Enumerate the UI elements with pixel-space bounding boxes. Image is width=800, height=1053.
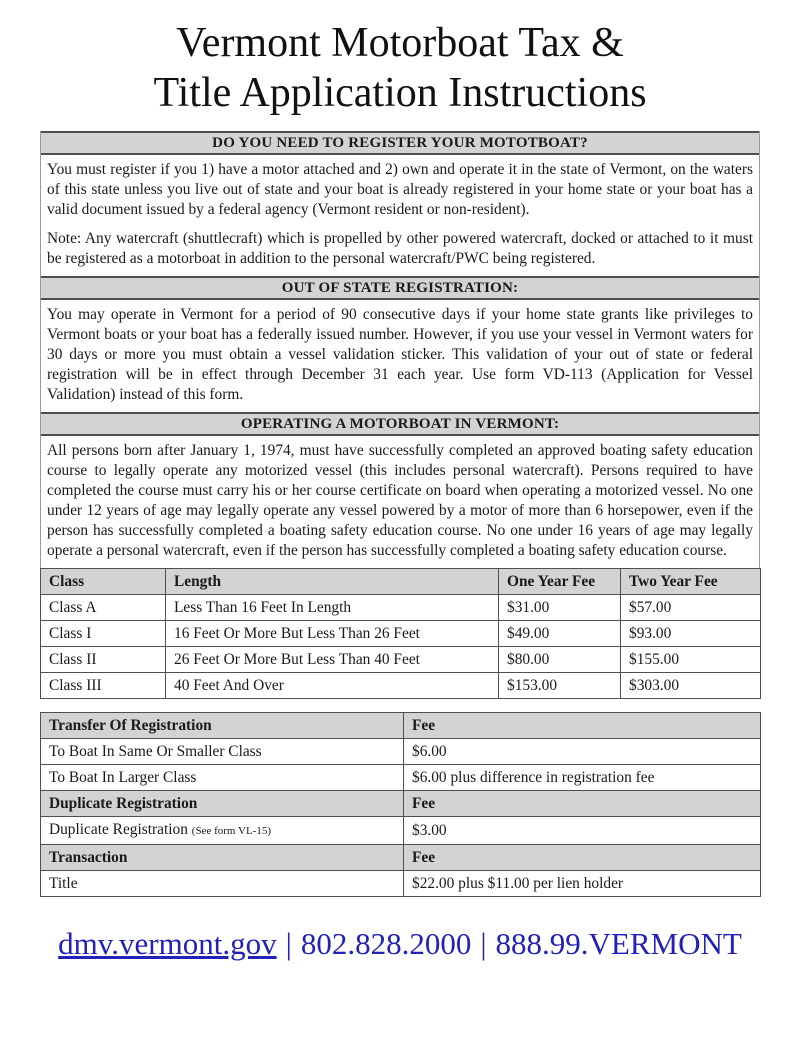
footer-separator: | bbox=[285, 926, 292, 961]
fee-cell-two-year: $155.00 bbox=[621, 646, 761, 672]
section-header-register: DO YOU NEED TO REGISTER YOUR MOTOTBOAT? bbox=[41, 131, 759, 155]
paragraph-operating: All persons born after January 1, 1974, must have successfully completed an approved boating safety education course to legally operate any motorized vessel (this includes personal watercraft). Persons required to have completed the course must carry his or her course certificate on board when operating a motorized vessel. No one under 12 years of age may legally operate any vessel powered by a motor of more than 6 horsepower, even if the person has successfully completed a boating safety education course. No one under 16 years of age may legally operate a personal watercraft, even if the person has successfully completed a boating safety education course. bbox=[47, 441, 753, 559]
section-body-register bbox=[41, 155, 759, 276]
txn-header-fee: Fee bbox=[404, 790, 761, 816]
txn-header-fee: Fee bbox=[404, 844, 761, 870]
transaction-fee-table bbox=[40, 712, 761, 897]
footer-contact-line bbox=[0, 926, 800, 962]
txn-header-fee: Fee bbox=[404, 712, 761, 738]
section-body-operating bbox=[41, 436, 759, 568]
table-row bbox=[41, 764, 761, 790]
dmv-website-link[interactable]: dmv.vermont.gov bbox=[58, 926, 277, 961]
txn-cell-label-text: Duplicate Registration bbox=[49, 820, 188, 838]
fee-cell-length: 26 Feet Or More But Less Than 40 Feet bbox=[166, 646, 499, 672]
paragraph-out-of-state: You may operate in Vermont for a period of 90 consecutive days if your home state grants like privileges to Vermont boats or your boat has a federally issued number. However, if you use your vessel in Vermont waters for 30 days or more you must obtain a vessel validation sticker. This validation of your out of state or federal registration will be in effect through December 31 each year. Use form VD-113 (Application for Vessel Validation) instead of this form. bbox=[47, 305, 753, 403]
txn-cell-label: Title bbox=[41, 870, 404, 896]
fee-header-class: Class bbox=[41, 568, 166, 594]
txn-header-label: Duplicate Registration bbox=[41, 790, 404, 816]
page-title-line2: Title Application Instructions bbox=[153, 70, 647, 117]
page-title-line1: Vermont Motorboat Tax & bbox=[176, 20, 624, 66]
table-row bbox=[41, 738, 761, 764]
fee-header-one-year: One Year Fee bbox=[499, 568, 621, 594]
fee-header-length: Length bbox=[166, 568, 499, 594]
table-row bbox=[41, 672, 761, 698]
table-row bbox=[41, 790, 761, 816]
fee-cell-class: Class A bbox=[41, 594, 166, 620]
instructions-box bbox=[40, 131, 760, 568]
document-content bbox=[40, 131, 760, 897]
paragraph-register-requirements: You must register if you 1) have a motor attached and 2) own and operate it in the state of Vermont, on the waters of this state unless you live out of state and your boat is already registered in your home state or your boat has a valid document issued by a federal agency (Vermont resident or non-resident). bbox=[47, 160, 753, 218]
fee-cell-length: 16 Feet Or More But Less Than 26 Feet bbox=[166, 620, 499, 646]
txn-cell-fee: $6.00 plus difference in registration fee bbox=[404, 764, 761, 790]
txn-cell-label: To Boat In Larger Class bbox=[41, 764, 404, 790]
txn-cell-label bbox=[41, 816, 404, 844]
table-row bbox=[41, 816, 761, 844]
fee-cell-two-year: $303.00 bbox=[621, 672, 761, 698]
fee-cell-one-year: $80.00 bbox=[499, 646, 621, 672]
footer-tollfree: 888.99.VERMONT bbox=[495, 926, 742, 961]
section-header-out-of-state: OUT OF STATE REGISTRATION: bbox=[41, 276, 759, 300]
fee-cell-length: 40 Feet And Over bbox=[166, 672, 499, 698]
txn-cell-label-note: (See form VL-15) bbox=[191, 824, 271, 837]
txn-cell-fee: $6.00 bbox=[404, 738, 761, 764]
txn-header-label: Transfer Of Registration bbox=[41, 712, 404, 738]
txn-header-label: Transaction bbox=[41, 844, 404, 870]
table-row bbox=[41, 870, 761, 896]
table-row bbox=[41, 594, 761, 620]
section-body-out-of-state bbox=[41, 300, 759, 412]
fee-cell-class: Class III bbox=[41, 672, 166, 698]
footer-phone: 802.828.2000 bbox=[300, 926, 472, 961]
section-header-operating: OPERATING A MOTORBOAT IN VERMONT: bbox=[41, 412, 759, 436]
fee-cell-class: Class II bbox=[41, 646, 166, 672]
fee-table-header-row bbox=[41, 568, 761, 594]
fee-cell-class: Class I bbox=[41, 620, 166, 646]
txn-cell-label: To Boat In Same Or Smaller Class bbox=[41, 738, 404, 764]
paragraph-shuttlecraft-note: Note: Any watercraft (shuttlecraft) which is propelled by other powered watercraft, docked or attached to it must be registered as a motorboat in addition to the personal watercraft/PWC being registered. bbox=[47, 229, 753, 267]
table-row bbox=[41, 646, 761, 672]
fee-cell-one-year: $49.00 bbox=[499, 620, 621, 646]
page-title bbox=[30, 18, 770, 119]
fee-cell-one-year: $153.00 bbox=[499, 672, 621, 698]
fee-cell-two-year: $93.00 bbox=[621, 620, 761, 646]
fee-cell-length: Less Than 16 Feet In Length bbox=[166, 594, 499, 620]
table-row bbox=[41, 712, 761, 738]
table-row bbox=[41, 844, 761, 870]
table-row bbox=[41, 620, 761, 646]
fee-header-two-year: Two Year Fee bbox=[621, 568, 761, 594]
txn-cell-fee: $22.00 plus $11.00 per lien holder bbox=[404, 870, 761, 896]
fee-cell-two-year: $57.00 bbox=[621, 594, 761, 620]
txn-cell-fee: $3.00 bbox=[404, 816, 761, 844]
fee-cell-one-year: $31.00 bbox=[499, 594, 621, 620]
class-fee-table bbox=[40, 568, 761, 699]
footer-separator: | bbox=[480, 926, 487, 961]
